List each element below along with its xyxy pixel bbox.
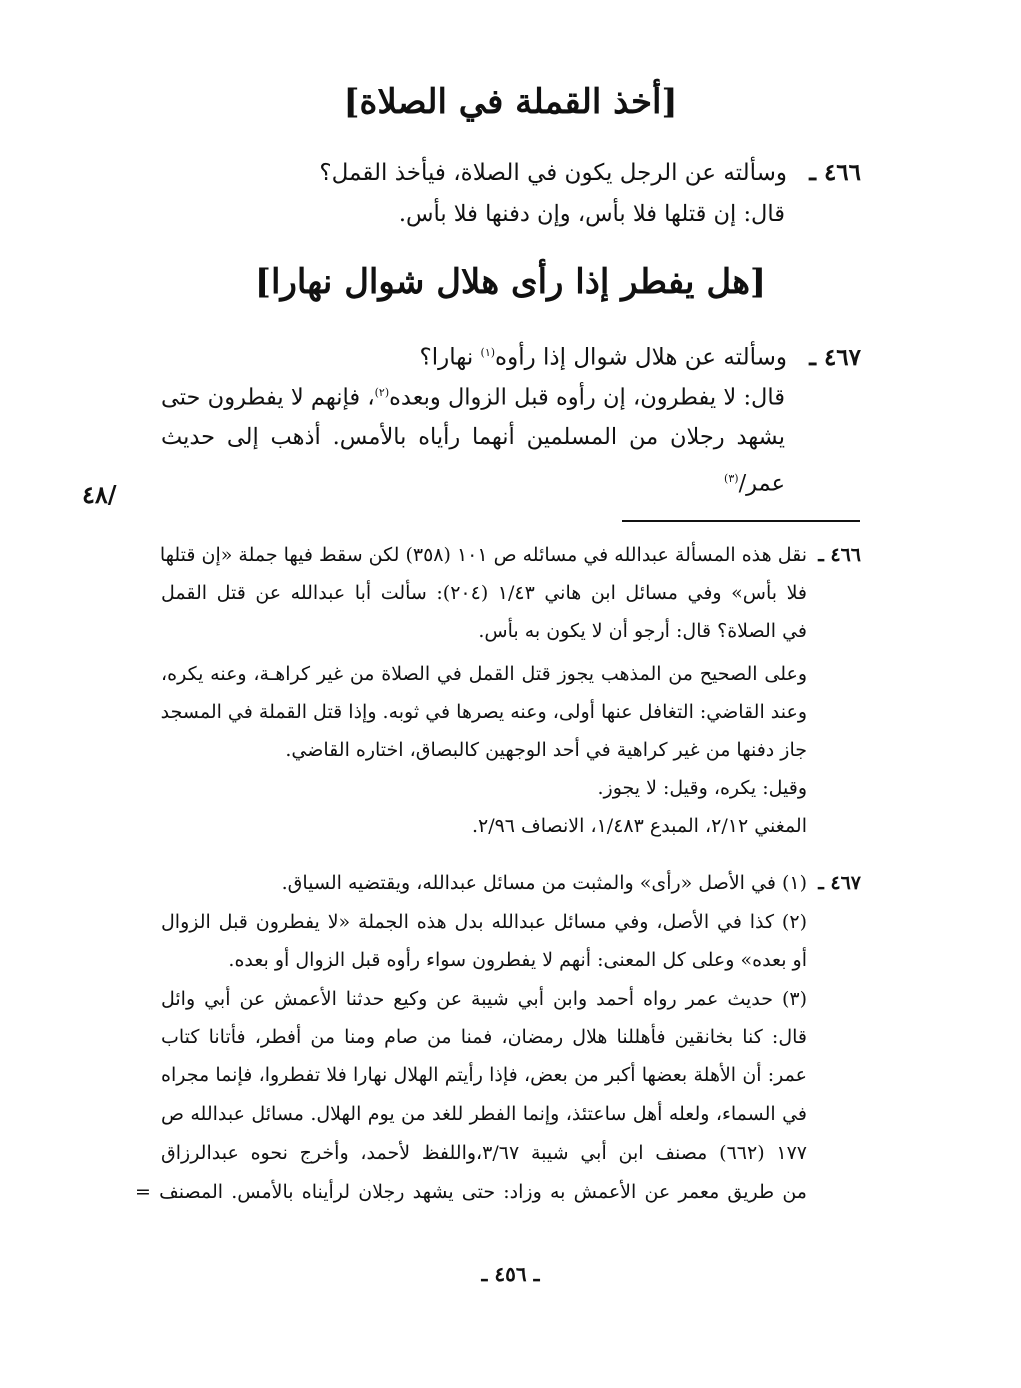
footnote-467-line5: قال: كنا بخانقين فأهللنا هلال رمضان، فمنا من صام ومنا من أفطر، فأتانا كتاب (161, 1026, 807, 1048)
footnote-ref: (٢) (374, 386, 390, 399)
question-467 (420, 338, 862, 373)
footnote-ref: (٣) (724, 472, 739, 485)
question-466 (319, 158, 861, 188)
footnote-number-467: ٤٦٧ ـ (818, 872, 861, 894)
footnote-466-line4: وعلى الصحيح من المذهب يجوز قتل القمل في الصلاة من غير كراهـة، وعنه يكره، (161, 663, 807, 685)
question-text: وسألته عن الرجل يكون في الصلاة، فيأخذ القمل؟ (319, 160, 787, 186)
answer-text: قال: لا يفطرون، إن رأوه قبل الزوال وبعده (389, 384, 785, 411)
footnote-466-line7: وقيل: يكره، وقيل: لا يجوز. (597, 777, 807, 799)
question-number: ٤٦٧ ـ (809, 343, 861, 371)
answer-text: عمر/ (738, 470, 785, 497)
answer-467-line2: يشهد رجلان من المسلمين أنهما رأياه بالأمس. أذهب إلى حديث (161, 424, 785, 450)
footnote-466-line1: نقل هذه المسألة عبدالله في مسائله ص ١٠١ (٣٥٨) لكن سقط فيها جملة «إن قتلها (159, 544, 807, 566)
footnote-466-line2: فلا بأس» وفي مسائل ابن هاني ١/٤٣ (٢٠٤): سألت أبا عبدالله عن قتل القمل (161, 582, 808, 604)
footnote-466-line8: المغني ٢/١٢، المبدع ١/٤٨٣، الانصاف ٢/٩٦. (471, 815, 807, 837)
footnote-467-line1: (١) في الأصل «رأى» والمثبت من مسائل عبدالله، ويقتضيه السياق. (281, 872, 807, 894)
footnote-467-line2: (٢) كذا في الأصل، وفي مسائل عبدالله بدل هذه الجملة «لا يفطرون قبل الزوال (161, 911, 807, 933)
footnote-467-line3: أو بعده» وعلى كل المعنى: أنهم لا يفطرون سواء رأوه قبل الزوال أو بعده. (228, 949, 807, 971)
footnote-467-line6: عمر: أن الأهلة بعضها أكبر من بعض، فإذا رأيتم الهلال نهارا فلا تفطروا، فإنما مجراه (161, 1064, 807, 1086)
footnote-466-line5: وعند القاضي: التغافل عنها أولى، وعنه يصرها في ثوبه. وإذا قتل القملة في المسجد (160, 701, 807, 723)
section-heading-shawwal: [هل يفطر إذا رأى هلال شوال نهارا] (254, 262, 767, 302)
footnote-number-466: ٤٦٦ ـ (818, 544, 861, 566)
footnote-separator (622, 520, 860, 522)
footnote-466-line6: جاز دفنها من غير كراهية في أحد الوجهين كالبصاق، اختاره القاضي. (285, 739, 807, 761)
answer-466: قال: إن قتلها فلا بأس، وإن دفنها فلا بأس. (398, 201, 785, 227)
footnote-467-line4: (٣) حديث عمر رواه أحمد وابن أبي شيبة عن وكيع حدثنا الأعمش عن أبي وائل (161, 988, 807, 1010)
answer-467-line1 (161, 378, 785, 413)
question-number: ٤٦٦ ـ (809, 159, 861, 186)
footnote-466-line3: في الصلاة؟ قال: أرجو أن لا يكون به بأس. (478, 620, 807, 642)
answer-text: ، فإنهم لا يفطرون حتى (161, 384, 375, 411)
footnote-ref: (١) (480, 346, 496, 359)
footnote-467-line7: في السماء، ولعله أهل ساعتئذ، وإنما الفطر للغد من يوم الهلال. مسائل عبدالله ص (161, 1103, 807, 1125)
page-number: ـ ٤٥٦ ـ (481, 1262, 540, 1286)
footnote-467-line9: من طريق معمر عن الأعمش به وزاد: حتى يشهد رجلان لرأيناه بالأمس. المصنف = (135, 1181, 807, 1203)
manuscript-page-marker: /٤٨ (82, 480, 117, 509)
question-text: وسألته عن هلال شوال إذا رأوه (495, 344, 787, 371)
answer-467-line3 (724, 464, 785, 499)
footnote-467-line8: ١٧٧ (٦٦٢) مصنف ابن أبي شيبة ٣/٦٧،واللفظ لأحمد، وأخرج نحوه عبدالرزاق (161, 1142, 808, 1164)
question-text-end: نهارا؟ (419, 344, 481, 371)
section-heading-lice: [أخذ القملة في الصلاة] (343, 82, 678, 122)
